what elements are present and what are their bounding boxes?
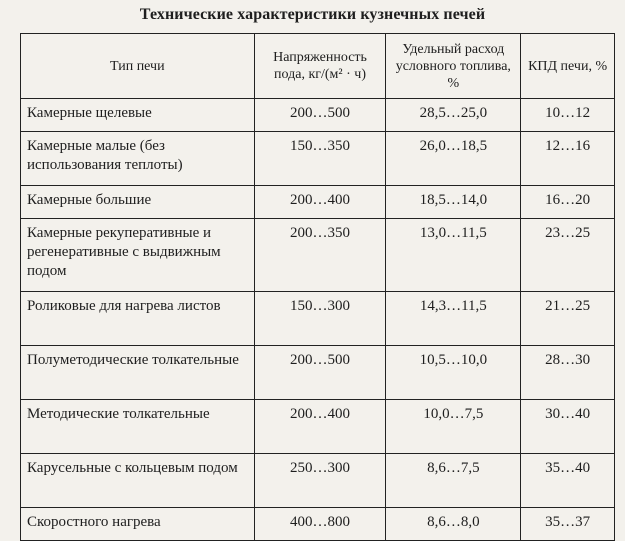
furnace-spec-table <box>20 33 615 541</box>
cell-type: Карусельные с кольцевым подом <box>21 454 255 508</box>
cell-efficiency: 35…40 <box>521 454 615 508</box>
header-fuel: Удельный расход условного топлива, % <box>386 34 521 99</box>
table-row <box>21 186 615 219</box>
cell-efficiency: 35…37 <box>521 508 615 541</box>
table-row <box>21 346 615 400</box>
cell-intensity: 250…300 <box>254 454 386 508</box>
cell-type: Скоростного нагрева <box>21 508 255 541</box>
header-row <box>21 34 615 99</box>
cell-fuel: 28,5…25,0 <box>386 99 521 132</box>
cell-intensity: 400…800 <box>254 508 386 541</box>
cell-intensity: 200…350 <box>254 219 386 292</box>
cell-type: Камерные большие <box>21 186 255 219</box>
cell-intensity: 150…350 <box>254 132 386 186</box>
cell-efficiency: 23…25 <box>521 219 615 292</box>
cell-type: Камерные щелевые <box>21 99 255 132</box>
cell-type: Камерные малые (без использования теплоты) <box>21 132 255 186</box>
cell-intensity: 200…500 <box>254 99 386 132</box>
cell-efficiency: 28…30 <box>521 346 615 400</box>
cell-fuel: 14,3…11,5 <box>386 292 521 346</box>
cell-efficiency: 21…25 <box>521 292 615 346</box>
table-row <box>21 219 615 292</box>
cell-efficiency: 30…40 <box>521 400 615 454</box>
cell-type: Роликовые для нагрева листов <box>21 292 255 346</box>
cell-fuel: 8,6…7,5 <box>386 454 521 508</box>
cell-fuel: 18,5…14,0 <box>386 186 521 219</box>
cell-efficiency: 12…16 <box>521 132 615 186</box>
table-title: Технические характеристики кузнечных печей <box>139 6 486 23</box>
header-type: Тип печи <box>21 34 255 99</box>
cell-fuel: 8,6…8,0 <box>386 508 521 541</box>
cell-fuel: 10,5…10,0 <box>386 346 521 400</box>
cell-type: Камерные рекуперативные и регенеративные с выдвижным подом <box>21 219 255 292</box>
cell-type: Методические толкательные <box>21 400 255 454</box>
cell-intensity: 200…400 <box>254 400 386 454</box>
table-row <box>21 99 615 132</box>
cell-fuel: 13,0…11,5 <box>386 219 521 292</box>
table-row <box>21 400 615 454</box>
cell-fuel: 10,0…7,5 <box>386 400 521 454</box>
table-row <box>21 454 615 508</box>
cell-efficiency: 16…20 <box>521 186 615 219</box>
table-row <box>21 292 615 346</box>
cell-efficiency: 10…12 <box>521 99 615 132</box>
header-intensity: Напряженность пода, кг/(м² · ч) <box>254 34 386 99</box>
cell-intensity: 200…500 <box>254 346 386 400</box>
cell-intensity: 200…400 <box>254 186 386 219</box>
table-row <box>21 508 615 541</box>
table-row <box>21 132 615 186</box>
header-efficiency: КПД печи, % <box>521 34 615 99</box>
cell-intensity: 150…300 <box>254 292 386 346</box>
cell-type: Полуметодические толкательные <box>21 346 255 400</box>
cell-fuel: 26,0…18,5 <box>386 132 521 186</box>
